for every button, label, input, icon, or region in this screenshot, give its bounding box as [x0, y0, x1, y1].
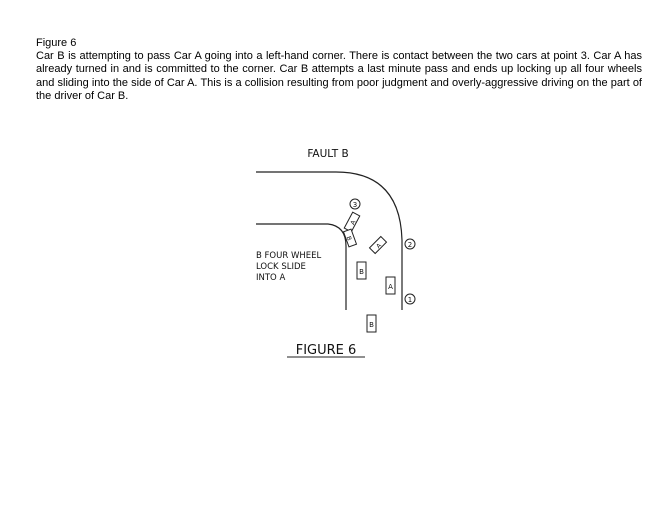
figure-label: Figure 6 [36, 37, 77, 49]
point-label-2: 2 [407, 241, 413, 249]
car-a-point-1-label: A [388, 283, 393, 291]
caption-text: Car B is attempting to pass Car A going into a left-hand corner. There is contact between the two cars at point 3. Car A has already turned in and is committed to the corner. Car B attempts a last minute pass and ends up locking up all four wheels and sliding into the side of Car A. This is a collision resulting from poor judgment and overly-aggressive driving on the part of the driver of Car B. [36, 50, 642, 102]
car-a-at-contact [344, 212, 360, 232]
car-b-mid-slide [357, 262, 366, 279]
car-a-at-point-1 [386, 277, 395, 294]
annotation-line-1: B FOUR WHEEL [256, 251, 322, 261]
car-b-start-label: B [369, 321, 374, 329]
car-b-start [367, 315, 376, 332]
car-b-mid-label: B [359, 268, 364, 276]
car-a-at-point-2 [370, 237, 388, 255]
point-label-1: 1 [407, 296, 413, 304]
point-marker-2 [405, 239, 415, 249]
diagram-heading: FAULT B [307, 148, 349, 160]
car-b-contact-label: B [344, 235, 353, 242]
annotation-line-3: INTO A [256, 273, 286, 283]
figure-title: FIGURE 6 [295, 343, 357, 358]
point-marker-1 [405, 294, 415, 304]
car-a-contact-label: A [349, 219, 358, 227]
car-a-point-2-label: A [375, 242, 383, 250]
point-label-3: 3 [352, 201, 358, 209]
annotation-line-2: LOCK SLIDE [256, 262, 306, 272]
point-marker-3 [350, 199, 360, 209]
